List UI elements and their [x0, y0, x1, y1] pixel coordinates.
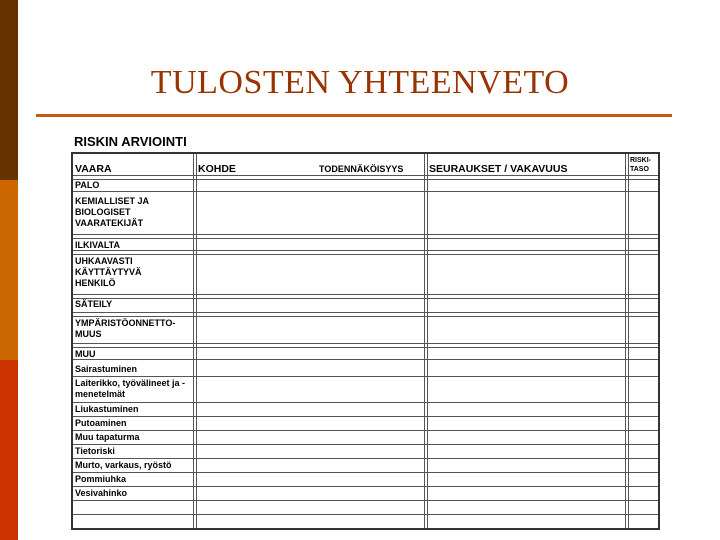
row-divider — [73, 191, 658, 192]
row-divider — [73, 416, 658, 417]
row-divider — [73, 486, 658, 487]
row-label-liukastuminen: Liukastuminen — [75, 404, 139, 414]
row-label-uhkaavasti: UHKAAVASTI KÄYTTÄYTYVÄ HENKILÖ — [75, 256, 142, 288]
header-vaara: VAARA — [75, 163, 112, 175]
row-label-ymparisto: YMPÄRISTÖONNETTO-MUUS — [75, 318, 176, 339]
row-divider — [73, 514, 658, 515]
row-label-murto: Murto, varkaus, ryöstö — [75, 460, 172, 470]
row-label-palo: PALO — [75, 180, 100, 190]
row-label-sairastuminen: Sairastuminen — [75, 364, 138, 374]
row-divider — [73, 444, 658, 445]
row-divider — [73, 472, 658, 473]
row-divider — [73, 458, 658, 459]
row-label-laiterikko: Laiterikko, työvälineet ja -menetelmät — [75, 378, 186, 399]
header-riski — [630, 156, 651, 174]
table-caption: RISKIN ARVIOINTI — [74, 134, 187, 149]
header-riski-line2: TASO — [630, 166, 649, 173]
row-divider — [73, 500, 658, 501]
title-underline — [36, 114, 672, 117]
header-kohde: KOHDE — [198, 163, 236, 175]
header-seuraukset: SEURAUKSET / VAKAVUUS — [429, 163, 568, 175]
sidebar-block-orange — [0, 180, 18, 360]
row-label-vesivahinko: Vesivahinko — [75, 488, 128, 498]
sidebar-block-red — [0, 360, 18, 540]
risk-assessment-table — [71, 152, 660, 530]
row-divider — [73, 343, 658, 348]
row-label-pommiuhka: Pommiuhka — [75, 474, 127, 484]
row-divider — [73, 234, 658, 239]
row-label-putoaminen: Putoaminen — [75, 418, 127, 428]
header-todennakoisyys: TODENNÄKÖISYYS — [319, 164, 404, 174]
row-label-ilkivalta: ILKIVALTA — [75, 240, 120, 250]
row-label-tietoriski: Tietoriski — [75, 446, 115, 456]
row-label-kemialliset: KEMIALLISET JA BIOLOGISET VAARATEKIJÄT — [75, 196, 149, 228]
row-divider — [73, 376, 658, 377]
header-riski-line1: RISKI- — [630, 157, 651, 164]
row-label-muu-tapaturma: Muu tapaturma — [75, 432, 140, 442]
row-divider — [73, 430, 658, 431]
row-divider — [73, 402, 658, 403]
row-label-muu: MUU — [75, 349, 96, 359]
row-label-sateily: SÄTEILY — [75, 299, 113, 309]
slide-title: TULOSTEN YHTEENVETO — [150, 64, 570, 101]
row-divider — [73, 312, 658, 317]
